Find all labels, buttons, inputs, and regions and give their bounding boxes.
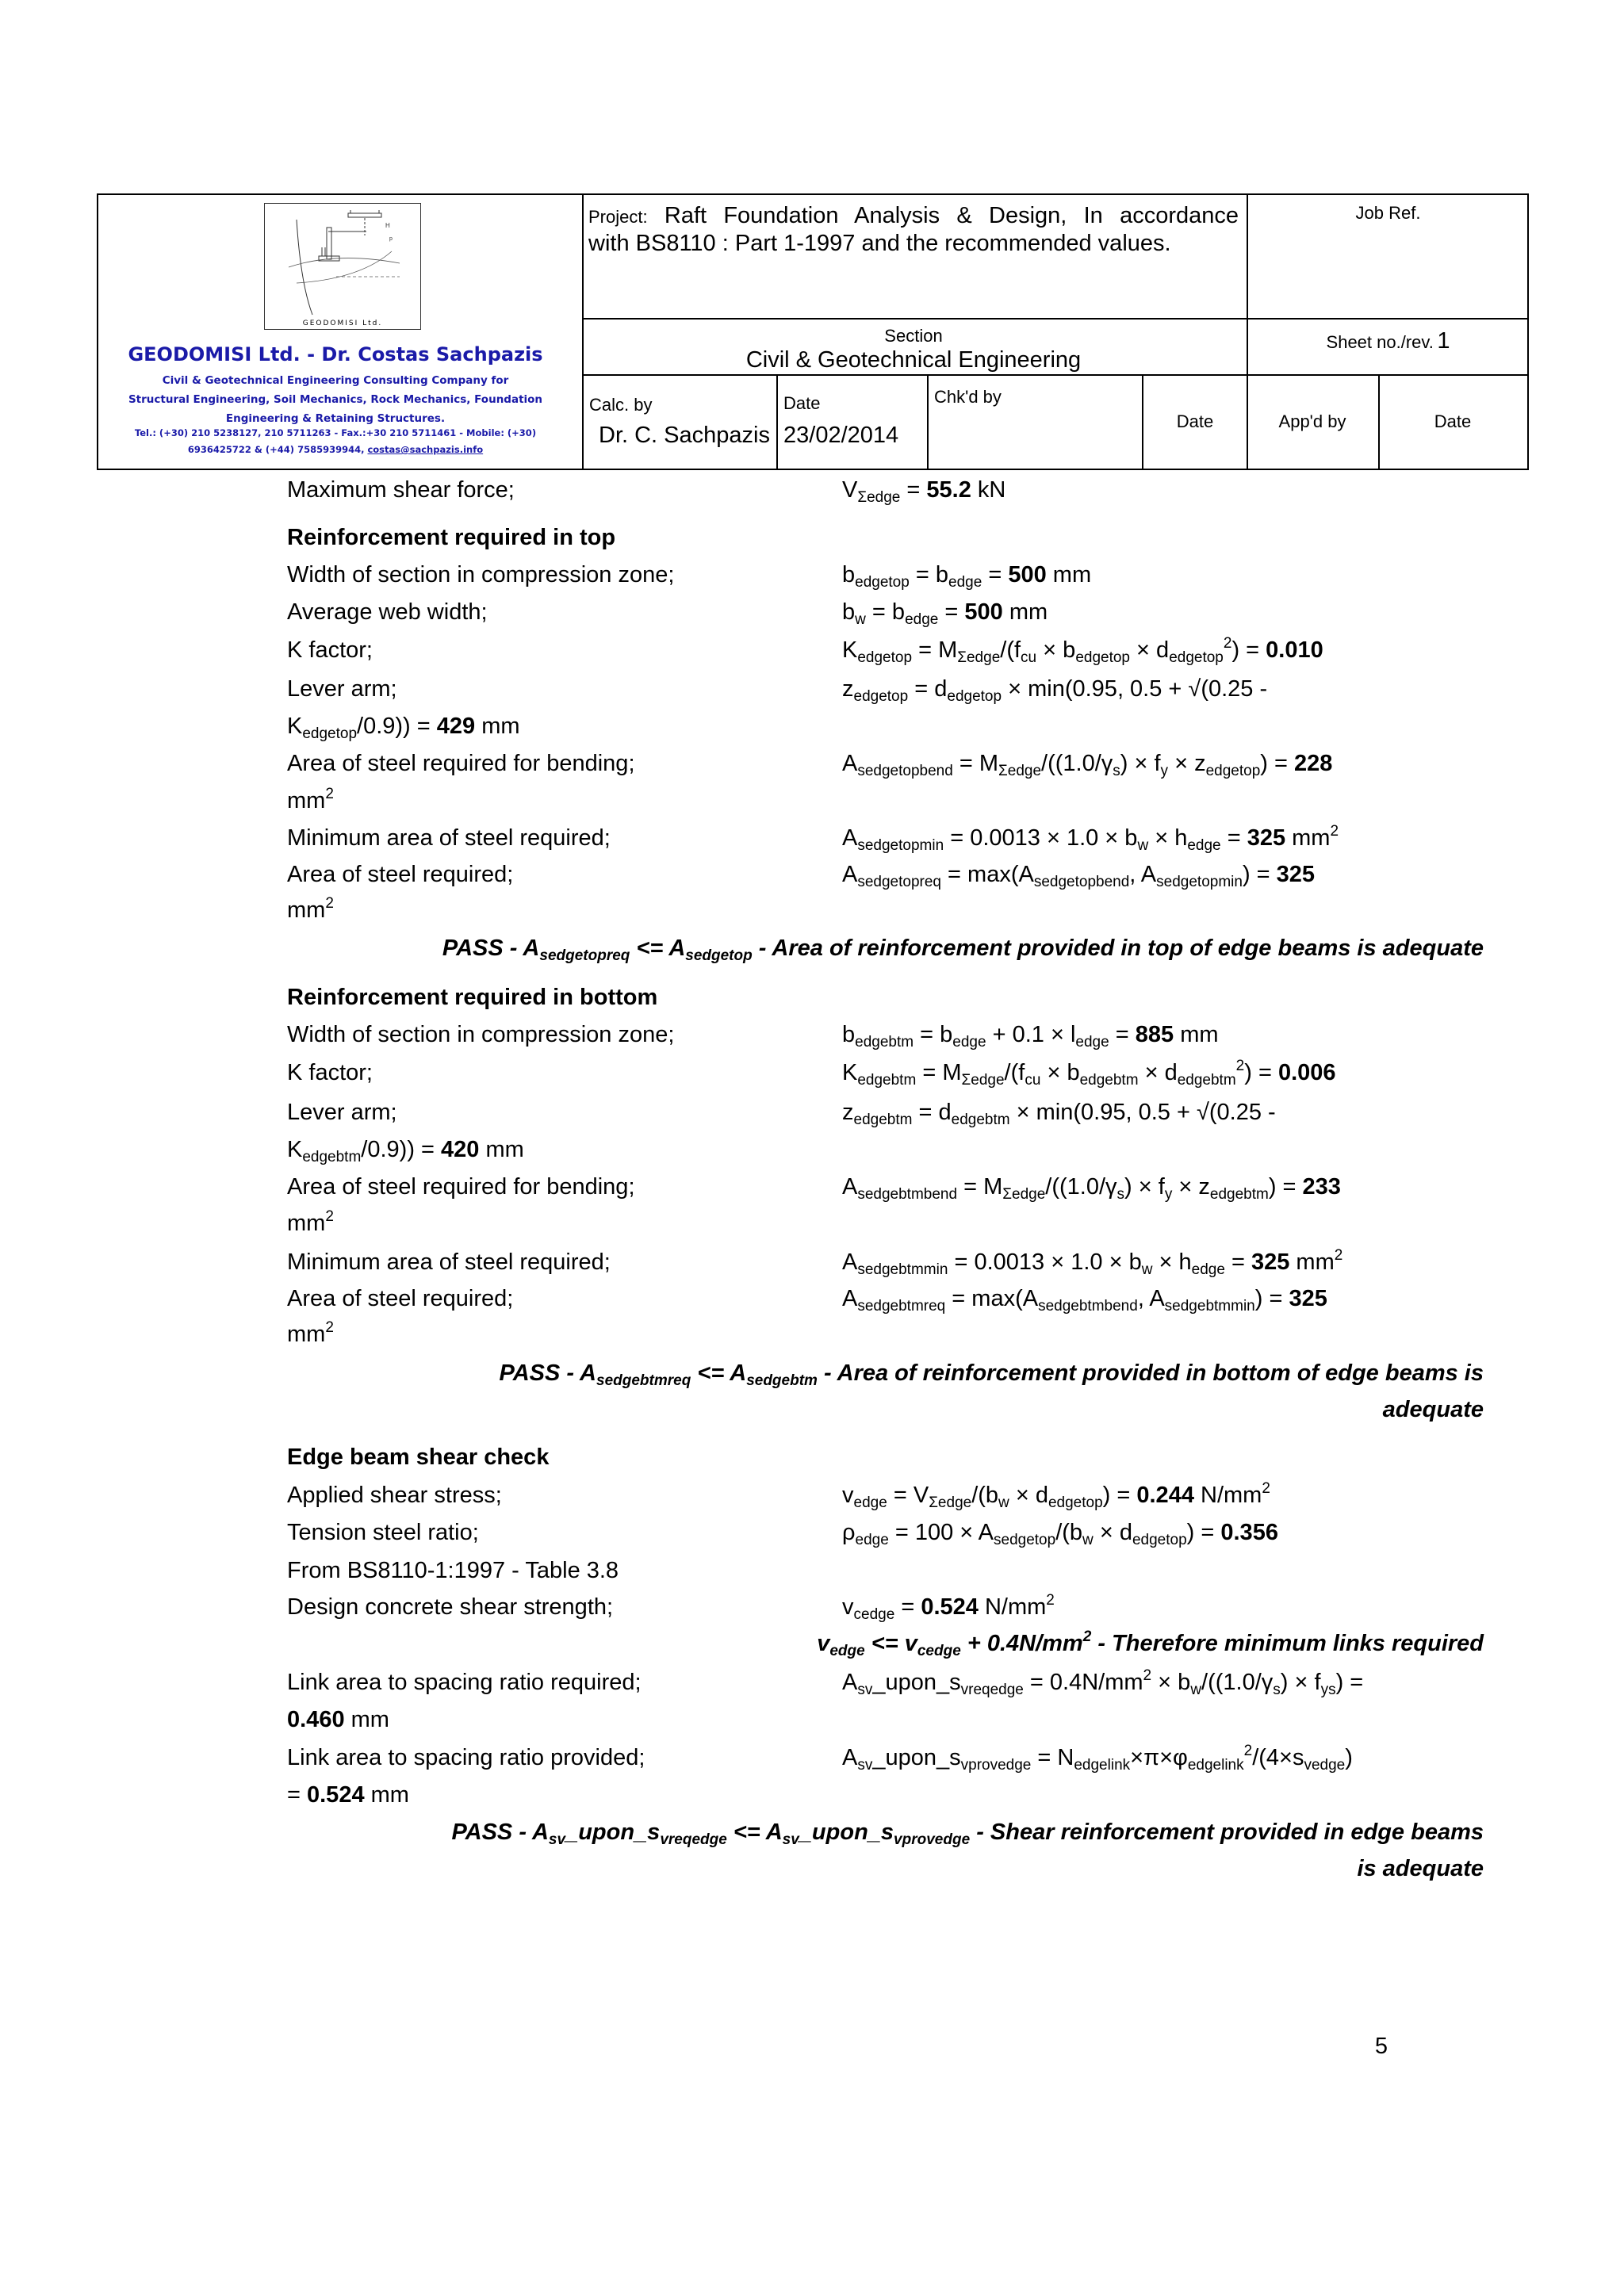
area-bend-label: Area of steel required for bending; <box>287 751 635 776</box>
date2-label: Date <box>1176 411 1214 431</box>
k-top-formula: $K_{edgetop} = M_{\Sigma edge}/(f_{cu} \times b_{edgetop} \times d_{edgetop}^2) = 0.010$ <box>842 635 1323 666</box>
as-top-req-value: 325 <box>1276 862 1316 887</box>
link-req-formula: $A_{sv}\_upon\_s_{vreqedge} = 0.4N/mm^2 \times b_w/((1.0/\gamma_s) \times f_{ys})$ = <box>842 1667 1364 1698</box>
link-req-label: Link area to spacing ratio required; <box>287 1670 642 1695</box>
area-bend-label: Area of steel required for bending; <box>287 1174 635 1200</box>
link-prov-value: 0.524 <box>307 1782 365 1808</box>
rho-edge-value: 0.356 <box>1220 1520 1278 1545</box>
z-top-formula: $z_{edgetop} = d_{edgetop} \times \min(0.95$, 0.5 + √(0.25 - <box>842 676 1268 705</box>
project-label: Project: <box>588 207 648 227</box>
area-req-label: Area of steel required; <box>287 862 514 887</box>
calc-by-label: Calc. by <box>589 395 653 415</box>
shear-check-heading: Edge beam shear check <box>287 1445 550 1470</box>
company-desc-line: Civil & Geotechnical Engineering Consulting Company for <box>162 374 509 387</box>
top-reinforcement-heading: Reinforcement required in top <box>287 525 616 550</box>
sheet-label: Sheet no./rev. <box>1326 332 1434 352</box>
company-desc-line: Structural Engineering, Soil Mechanics, Rock Mechanics, Foundation <box>128 393 543 406</box>
z-btm-value: 420 <box>441 1137 480 1162</box>
avg-web-formula: $b_w = b_{edge} = 500$ mm <box>842 599 1048 628</box>
sheet-cell <box>1247 328 1529 354</box>
z-btm-formula: $z_{edgebtm} = d_{edgebtm} \times \min(0.95$, 0.5 + √(0.25 - <box>842 1100 1276 1128</box>
width-comp-label: Width of section in compression zone; <box>287 1022 675 1047</box>
pass-top-text: - Area of reinforcement provided in top of edge beams is adequate <box>758 936 1484 961</box>
unit-mm2: $mm^2$ <box>287 895 334 923</box>
from-table-label: From BS8110-1:1997 - Table 3.8 <box>287 1558 619 1583</box>
link-prov-label: Link area to spacing ratio provided; <box>287 1745 645 1770</box>
z-btm-formula-cont: $K_{edgebtm}/0.9)) = 420$ mm <box>287 1137 524 1165</box>
page-number: 5 <box>1374 2034 1388 2059</box>
min-links-message: $v_{edge} <= v_{cedge} + 0.4N/mm^2$ - Therefore minimum links required <box>817 1628 1484 1659</box>
company-contact <box>102 425 569 458</box>
design-shear-label: Design concrete shear strength; <box>287 1594 614 1620</box>
as-btm-bend-value: 233 <box>1302 1174 1341 1200</box>
v-edge-value: 0.244 <box>1136 1483 1194 1508</box>
max-shear-label: Maximum shear force; <box>287 477 515 503</box>
width-btm-formula: $b_{edgebtm} = b_{edge} + 0.1 \times l_{edge} = 885$ mm <box>842 1022 1219 1050</box>
date3-label: Date <box>1434 411 1472 431</box>
unit-mm2: $mm^2$ <box>287 1208 334 1236</box>
z-top-value: 429 <box>436 714 476 739</box>
min-area-label: Minimum area of steel required; <box>287 825 611 851</box>
max-shear-formula: $V_{\Sigma edge} = 55.2$ kN <box>842 477 1006 506</box>
as-btm-bend-formula: $A_{sedgebtmbend} = M_{\Sigma edge}/((1.0/\gamma_s) \times f_y \times z_{edgebtm}) = 233$ <box>842 1174 1341 1203</box>
chkd-by-label: Chk'd by <box>934 387 1002 407</box>
unit-mm2: $mm^2$ <box>287 1319 334 1347</box>
as-btm-min-value: 325 <box>1251 1249 1290 1275</box>
svg-text:H: H <box>385 222 390 229</box>
link-req-value: 0.460 <box>287 1707 345 1732</box>
rho-edge-formula: $\rho_{edge} = 100 \times A_{sedgetop}/(b_w \times d_{edgetop}) = 0.356$ <box>842 1520 1278 1548</box>
width-top-formula: $b_{edgetop} = b_{edge} = 500$ mm <box>842 562 1092 591</box>
v-cedge-formula: $v_{cedge} = 0.524$ $N/mm^2$ <box>842 1592 1055 1623</box>
as-btm-min-formula: $A_{sedgebtmmin} = 0.0013 \times 1.0 \times b_w \times h_{edge} = 325$ $mm^2$ <box>842 1247 1343 1278</box>
contact-email-link[interactable]: costas@sachpazis.info <box>367 444 484 455</box>
company-desc-line: Engineering & Retaining Structures. <box>225 412 446 425</box>
section-value: Civil & Geotechnical Engineering <box>745 347 1082 373</box>
pass-bottom-message-cont: adequate <box>1382 1397 1484 1422</box>
area-req-label: Area of steel required; <box>287 1286 514 1311</box>
v-edge-formula: $v_{edge} = V_{\Sigma edge}/(b_w \times d_{edgetop}) = 0.244$ $N/mm^2$ <box>842 1480 1270 1511</box>
job-ref-label: Job Ref. <box>1355 203 1421 223</box>
k-factor-label: K factor; <box>287 637 373 663</box>
project-line2: with BS8110 : Part 1-1997 and the recommended values. <box>588 231 1171 256</box>
contact-phone: 6936425722 & (+44) 7585939944, <box>187 444 365 455</box>
avg-web-value: 500 <box>964 599 1003 625</box>
pass-shear-text: - Shear reinforcement provided in edge beams <box>976 1820 1484 1845</box>
applied-shear-label: Applied shear stress; <box>287 1483 502 1508</box>
lever-arm-label: Lever arm; <box>287 1100 397 1125</box>
project-line1: Raft Foundation Analysis & Design, In accordance <box>664 203 1239 228</box>
as-top-req-formula: $A_{sedgetopreq} = \max(A_{sedgetopbend}$, $A_{sedgetopmin}) = 325$ <box>842 862 1316 890</box>
pass-shear-message-cont: is adequate <box>1357 1856 1484 1881</box>
z-top-formula-cont: $K_{edgetop}/0.9)) = 429$ mm <box>287 714 520 742</box>
calc-by-value: Dr. C. Sachpazis <box>599 423 770 448</box>
geotechnical-diagram-icon <box>265 204 419 319</box>
as-top-bend-value: 228 <box>1294 751 1333 776</box>
pass-bottom-message: PASS - $A_{sedgebtmreq} <= A_{sedgebtm}$ - Area of reinforcement provided in bottom of edge beams is <box>499 1360 1484 1389</box>
date-label: Date <box>783 393 821 413</box>
contact-line <box>102 442 569 458</box>
company-logo <box>264 203 421 330</box>
bottom-reinforcement-heading: Reinforcement required in bottom <box>287 985 658 1010</box>
k-btm-formula: $K_{edgebtm} = M_{\Sigma edge}/(f_{cu} \times b_{edgebtm} \times d_{edgebtm}^2) = 0.006$ <box>842 1058 1336 1089</box>
pass-top-message: PASS - $A_{sedgetopreq} <= A_{sedgetop}$ - Area of reinforcement provided in top of edge beams is adequate <box>442 936 1484 964</box>
min-links-text: - Therefore minimum links required <box>1097 1631 1484 1656</box>
tension-ratio-label: Tension steel ratio; <box>287 1520 479 1545</box>
pass-shear-message: PASS - $A_{sv}\_upon\_s_{vreqedge}$ <= $A_{sv}\_upon\_s_{vprovedge}$ - Shear reinforcement provided in edge beams <box>451 1820 1484 1848</box>
appd-by-label: App'd by <box>1278 411 1346 431</box>
link-prov-formula: $A_{sv}\_upon\_s_{vprovedge} = N_{edgelink}\times\pi\times\varphi_{edgelink}^2/(4\times s_{vedge})$ <box>842 1743 1353 1774</box>
k-btm-value: 0.006 <box>1277 1060 1336 1085</box>
company-description <box>102 371 569 428</box>
lever-arm-label: Lever arm; <box>287 676 397 702</box>
width-top-value: 500 <box>1008 562 1047 587</box>
unit-mm2: $mm^2$ <box>287 786 334 813</box>
k-factor-label: K factor; <box>287 1060 373 1085</box>
max-shear-value: 55.2 <box>926 477 971 503</box>
svg-text:p: p <box>389 236 393 242</box>
link-req-result: 0.460 mm <box>287 1707 389 1732</box>
sheet-value: 1 <box>1437 328 1450 354</box>
contact-line: Tel.: (+30) 210 5238127, 210 5711263 - Fax.:+30 210 5711461 - Mobile: (+30) <box>134 427 537 438</box>
project-cell <box>588 203 1239 257</box>
logo-caption: GEODOMISI Ltd. <box>302 320 383 327</box>
as-btm-req-value: 325 <box>1289 1286 1327 1311</box>
company-name: GEODOMISI Ltd. - Dr. Costas Sachpazis <box>128 343 543 365</box>
width-comp-label: Width of section in compression zone; <box>287 562 675 587</box>
as-top-min-value: 325 <box>1247 825 1286 851</box>
section-label: Section <box>884 326 943 346</box>
avg-web-label: Average web width; <box>287 599 488 625</box>
k-top-value: 0.010 <box>1266 637 1323 663</box>
link-prov-result: = 0.524 mm <box>287 1782 409 1808</box>
pass-btm-text: - Area of reinforcement provided in bottom of edge beams is <box>824 1360 1484 1386</box>
date-value: 23/02/2014 <box>783 423 899 448</box>
as-top-bend-formula: $A_{sedgetopbend} = M_{\Sigma edge}/((1.0/\gamma_s) \times f_y \times z_{edgetop}) = 228$ <box>842 751 1333 779</box>
as-btm-req-formula: $A_{sedgebtmreq} = \max(A_{sedgebtmbend}$, $A_{sedgebtmmin}) = 325$ <box>842 1286 1327 1314</box>
width-btm-value: 885 <box>1135 1022 1174 1047</box>
min-area-label: Minimum area of steel required; <box>287 1249 611 1275</box>
v-cedge-value: 0.524 <box>921 1594 979 1620</box>
as-top-min-formula: $A_{sedgetopmin} = 0.0013 \times 1.0 \times b_w \times h_{edge} = 325$ $mm^2$ <box>842 823 1339 854</box>
